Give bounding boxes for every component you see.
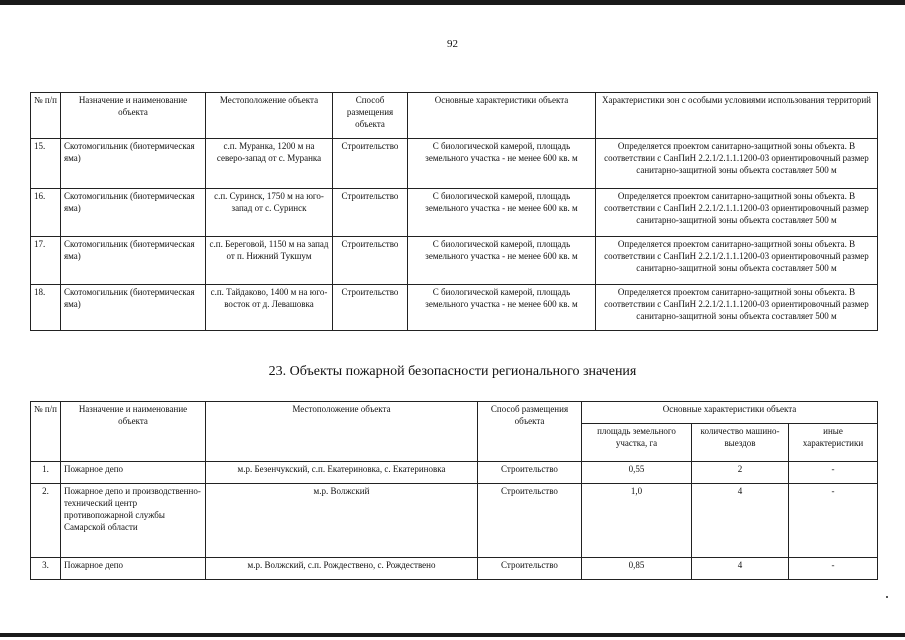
row-num: 17. [31, 237, 61, 285]
row-name: Пожарное депо и производственно-технический центр противопожарной службы Самарской области [61, 484, 206, 558]
table-row [31, 462, 878, 484]
header-location: Местоположение объекта [206, 402, 478, 462]
bottom-border [0, 633, 905, 637]
row-vehicles: 2 [692, 462, 789, 484]
row-other: - [789, 484, 878, 558]
header-name: Назначение и наименование объекта [61, 93, 206, 139]
header-method: Способ размещения объекта [478, 402, 582, 462]
header-zones: Характеристики зон с особыми условиями использования территорий [596, 93, 878, 139]
row-num: 3. [31, 558, 61, 580]
row-location: с.п. Муранка, 1200 м на северо-запад от с. Муранка [206, 139, 333, 189]
row-method: Строительство [478, 462, 582, 484]
table-row [31, 484, 878, 558]
row-characteristics: С биологической камерой, площадь земельного участка - не менее 600 кв. м [408, 139, 596, 189]
header-vehicles: количество машино-выездов [692, 424, 789, 462]
row-num: 18. [31, 285, 61, 331]
row-method: Строительство [478, 558, 582, 580]
header-other: иные характеристики [789, 424, 878, 462]
row-zones: Определяется проектом санитарно-защитной зоны объекта. В соответствии с СанПиН 2.2.1/2.1.1.1200-03 ориентировочный размер санитарно-защитной зоны объекта составляет 500 м [596, 139, 878, 189]
table-row [31, 285, 878, 331]
section-heading: 23. Объекты пожарной безопасности регионального значения [268, 364, 637, 379]
row-name: Скотомогильник (биотермическая яма) [61, 139, 206, 189]
header-area: площадь земельного участка, га [582, 424, 692, 462]
row-zones: Определяется проектом санитарно-защитной зоны объекта. В соответствии с СанПиН 2.2.1/2.1.1.1200-03 ориентировочный размер санитарно-защитной зоны объекта составляет 500 м [596, 237, 878, 285]
table-cattle-burial [30, 92, 878, 331]
row-method: Строительство [478, 484, 582, 558]
row-name: Скотомогильник (биотермическая яма) [61, 237, 206, 285]
row-location: с.п. Тайдаково, 1400 м на юго-восток от д. Левашовка [206, 285, 333, 331]
row-location: с.п. Береговой, 1150 м на запад от п. Нижний Тукшум [206, 237, 333, 285]
row-other: - [789, 462, 878, 484]
row-vehicles: 4 [692, 484, 789, 558]
row-location: м.р. Безенчукский, с.п. Екатериновка, с. Екатериновка [206, 462, 478, 484]
table-row [31, 139, 878, 189]
row-vehicles: 4 [692, 558, 789, 580]
header-method: Способ размещения объекта [333, 93, 408, 139]
row-area: 1,0 [582, 484, 692, 558]
header-location: Местоположение объекта [206, 93, 333, 139]
row-location: с.п. Суринск, 1750 м на юго-запад от с. Суринск [206, 189, 333, 237]
row-area: 0,55 [582, 462, 692, 484]
row-num: 1. [31, 462, 61, 484]
row-zones: Определяется проектом санитарно-защитной зоны объекта. В соответствии с СанПиН 2.2.1/2.1.1.1200-03 ориентировочный размер санитарно-защитной зоны объекта составляет 500 м [596, 285, 878, 331]
row-characteristics: С биологической камерой, площадь земельного участка - не менее 600 кв. м [408, 237, 596, 285]
table-header-row [31, 402, 878, 424]
header-name: Назначение и наименование объекта [61, 402, 206, 462]
row-name: Скотомогильник (биотермическая яма) [61, 285, 206, 331]
row-area: 0,85 [582, 558, 692, 580]
header-characteristics: Основные характеристики объекта [408, 93, 596, 139]
row-name: Пожарное депо [61, 462, 206, 484]
header-num: № п/п [31, 93, 61, 139]
row-method: Строительство [333, 237, 408, 285]
row-method: Строительство [333, 285, 408, 331]
row-num: 2. [31, 484, 61, 558]
header-characteristics-group: Основные характеристики объекта [582, 402, 878, 424]
row-num: 15. [31, 139, 61, 189]
row-characteristics: С биологической камерой, площадь земельного участка - не менее 600 кв. м [408, 189, 596, 237]
table-row [31, 189, 878, 237]
row-name: Пожарное депо [61, 558, 206, 580]
row-method: Строительство [333, 139, 408, 189]
top-border [0, 0, 905, 5]
table-header-row [31, 93, 878, 139]
table-fire-safety [30, 401, 878, 580]
row-characteristics: С биологической камерой, площадь земельного участка - не менее 600 кв. м [408, 285, 596, 331]
table-row [31, 237, 878, 285]
scan-speck [886, 596, 888, 598]
row-location: м.р. Волжский [206, 484, 478, 558]
row-num: 16. [31, 189, 61, 237]
row-method: Строительство [333, 189, 408, 237]
table-row [31, 558, 878, 580]
row-zones: Определяется проектом санитарно-защитной зоны объекта. В соответствии с СанПиН 2.2.1/2.1.1.1200-03 ориентировочный размер санитарно-защитной зоны объекта составляет 500 м [596, 189, 878, 237]
header-num: № п/п [31, 402, 61, 462]
page-number: 92 [447, 38, 458, 50]
row-other: - [789, 558, 878, 580]
row-name: Скотомогильник (биотермическая яма) [61, 189, 206, 237]
row-location: м.р. Волжский, с.п. Рождествено, с. Рождествено [206, 558, 478, 580]
